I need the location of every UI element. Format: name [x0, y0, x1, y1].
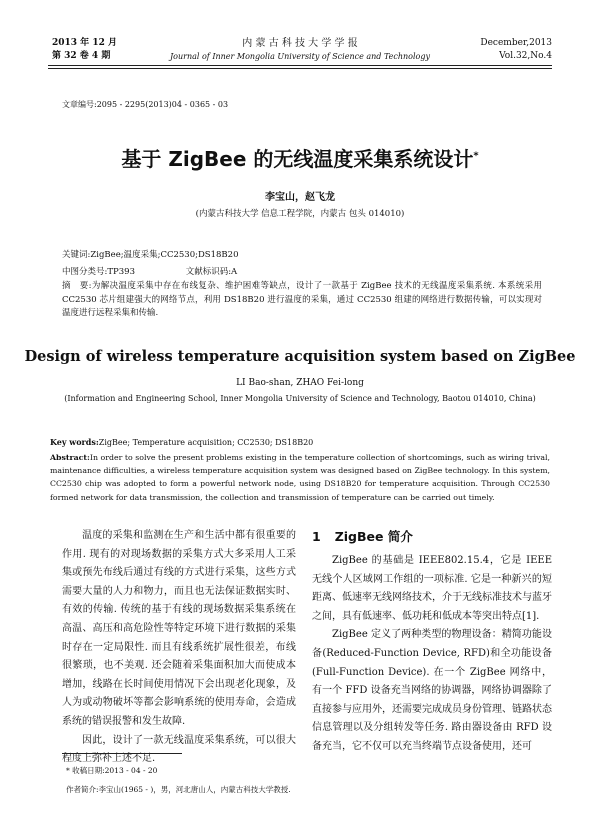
classification-line	[62, 265, 285, 277]
issue-info-cn	[52, 37, 117, 63]
keywords-en	[50, 437, 313, 447]
section-title: ZigBee 简介	[334, 529, 413, 544]
body-paragraph: ZigBee 定义了两种类型的物理设备：精简功能设备(Reduced-Function Device, RFD)和全功能设备(Full-Function Device). 在一个 ZigBee 网络中，有一个 FFD 设备充当网络的协调器，网络协调器除了直接参与应用外，还需要完成成员身份管理、链路状态信息管理以及分组转发等任务. 路由器设备由 RFD 设备充当，它不仅可以充当终端节点设备使用，还可	[312, 629, 552, 752]
issue-date-cn: 2013 年 12 月	[52, 38, 117, 48]
abstract-en	[50, 451, 550, 504]
affiliation-cn: (内蒙古科技大学 信息工程学院，内蒙古 包头 014010)	[195, 209, 405, 219]
document-code: 文献标识码:A	[185, 267, 238, 277]
keywords-en-text: ZigBee; Temperature acquisition; CC2530; DS18B20	[98, 438, 314, 447]
journal-name	[150, 37, 450, 63]
abstract-en-text: In order to solve the present problems existing in the temperature collection of shortcomings, such as wiring trival, maintenance difficulties, a wireless temperature acquisition system was designed based on ZigBee technology. In this system, CC2530 chip was adopted to form a powerful network node, using DS18B20 for temperature acquisition. Through CC2530 formed network for data transmission, the collection and transmission of temperature can be carried out timely.	[50, 453, 550, 502]
keywords-cn: 关键词:ZigBee;温度采集;CC2530;DS18B20	[62, 250, 239, 260]
abstract-en-label: Abstract:	[50, 453, 90, 462]
body-paragraph: 温度的采集和监测在生产和生活中都有很重要的作用. 现有的对现场数据的采集方式大多采用人工采集或预先布线后通过有线的方式进行采集，这些方式需要大量的人力和物力，而且也无法保证数据实时、有效的传输. 传统的基于有线的现场数据采集系统在高温、高压和高危险性等特定环境下进行数据的采集时存在一定局限性. 而且有线系统扩展性很差，布线很繁琐，也不美观. 还会随着采集面积加大而使成本增加，线路在长时间使用情况下会出现老化现象，及人为或动物破坏等都会影响系统的使用寿命，会造成系统的错误报警和发生故障.	[62, 530, 296, 727]
authors-cn: 李宝山，赵飞龙	[265, 192, 335, 203]
abstract-cn: 摘 要:为解决温度采集中存在布线复杂、维护困难等缺点，设计了一款基于 ZigBee 技术的无线温度采集系统. 本系统采用 CC2530 芯片组建强大的网络节点，利用 DS18B20 进行温度的采集，通过 CC2530 组建的网络进行数据传输，可以实现对温度进行远程采集和传输.	[62, 281, 542, 318]
keywords-en-label: Key words:	[50, 437, 99, 447]
authors-en: LI Bao-shan, ZHAO Fei-long	[236, 378, 364, 388]
paper-title-cn	[0, 143, 600, 172]
body-paragraph: 因此，设计了一款无线温度采集系统，可以很大程度上弥补上述不足.	[62, 734, 296, 765]
title-footnote-mark: *	[473, 150, 479, 162]
journal-name-en: Journal of Inner Mongolia University of Science and Technology	[169, 52, 431, 61]
issue-date-en: December,2013	[480, 38, 552, 48]
paper-title-en: Design of wireless temperature acquisition system based on ZigBee	[24, 348, 576, 365]
volume-en: Vol.32,No.4	[499, 51, 552, 61]
journal-name-cn: 内 蒙 古 科 技 大 学 学 报	[242, 38, 358, 49]
body-column-right	[312, 527, 552, 757]
affiliation-en: (Information and Engineering School, Inner Mongolia University of Science and Technology, Baotou 014010, China)	[64, 394, 536, 403]
footnote-divider	[62, 753, 182, 754]
footnote-author-info: 作者简介:李宝山(1965 - )，男，河北唐山人，内蒙古科技大学教授.	[66, 785, 291, 794]
header-divider	[48, 65, 552, 69]
paper-title-cn-text: 基于 ZigBee 的无线温度采集系统设计	[121, 147, 474, 171]
clc-number: 中图分类号:TP393	[62, 267, 135, 277]
body-column-left	[62, 527, 296, 769]
section-heading	[312, 527, 552, 547]
body-paragraph: ZigBee 的基础是 IEEE802.15.4，它是 IEEE 无线个人区域网工作组的一项标准. 它是一种新兴的短距离、低速率无线网络技术，介于无线标准技术与蓝牙之间，具有低速率、低功耗和低成本等突出特点[1].	[312, 555, 552, 622]
footnote-received: * 收稿日期:2013 - 04 - 20	[66, 766, 158, 775]
issue-info-en	[480, 37, 552, 63]
volume-cn: 第 32 卷 4 期	[52, 51, 111, 61]
section-number: 1	[312, 529, 321, 544]
article-number: 文章编号:2095 - 2295(2013)04 - 0365 - 03	[62, 100, 229, 109]
